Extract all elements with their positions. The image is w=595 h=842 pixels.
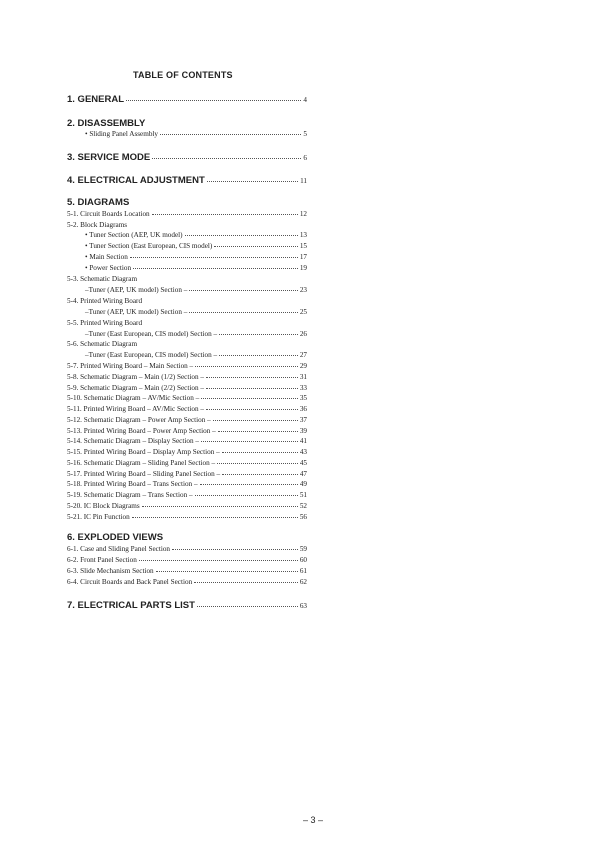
page-ref: 4	[303, 96, 307, 104]
entry-label: 5-19. Schematic Diagram – Trans Section –	[67, 491, 193, 499]
toc-entry[interactable]	[67, 404, 307, 414]
section-label: 7. ELECTRICAL PARTS LIST	[67, 600, 195, 611]
toc-entry[interactable]	[67, 393, 307, 403]
entry-label: 5-10. Schematic Diagram – AV/Mic Section –	[67, 394, 200, 402]
toc-entry[interactable]	[67, 220, 307, 230]
page-ref: 11	[300, 177, 307, 185]
toc-entry[interactable]	[67, 447, 307, 457]
toc-entry[interactable]	[85, 252, 307, 262]
leader-dots	[152, 214, 298, 215]
section-label: 2. DISASSEMBLY	[67, 118, 146, 129]
leader-dots	[139, 560, 298, 561]
page-ref: 13	[299, 231, 307, 239]
entry-label: 5-16. Schematic Diagram – Sliding Panel Section –	[67, 459, 216, 467]
toc-entry[interactable]	[85, 285, 307, 295]
toc-entry[interactable]	[67, 479, 307, 489]
toc-entry[interactable]	[67, 274, 307, 284]
toc-entry[interactable]	[85, 307, 307, 317]
page-ref: 63	[299, 602, 307, 610]
entry-label: 6-3. Slide Mechanism Section	[67, 567, 154, 575]
entry-label: 5-6. Schematic Diagram	[67, 340, 138, 348]
leader-dots	[217, 463, 298, 464]
toc-entry[interactable]	[67, 296, 307, 306]
leader-dots	[194, 582, 298, 583]
page-ref: 62	[299, 578, 307, 586]
entry-label: • Tuner Section (AEP, UK model)	[85, 231, 183, 239]
leader-dots	[219, 355, 298, 356]
leader-dots	[185, 235, 298, 236]
toc-entry[interactable]	[67, 490, 307, 500]
page-ref: 17	[299, 253, 307, 261]
page-ref: 25	[299, 308, 307, 316]
page-ref: 52	[299, 502, 307, 510]
toc-section-exploded-views[interactable]	[67, 532, 307, 543]
section-label: 6. EXPLODED VIEWS	[67, 532, 164, 543]
leader-dots	[172, 549, 298, 550]
entry-label: 5-5. Printed Wiring Board	[67, 319, 143, 327]
toc-entry[interactable]	[85, 263, 307, 273]
page-ref: 31	[299, 373, 307, 381]
toc-entry[interactable]	[85, 350, 307, 360]
section-label: 5. DIAGRAMS	[67, 197, 130, 208]
entry-label: 6-4. Circuit Boards and Back Panel Section	[67, 578, 193, 586]
toc-entry[interactable]	[67, 436, 307, 446]
entry-label: 5-1. Circuit Boards Location	[67, 210, 150, 218]
entry-label: 5-20. IC Block Diagrams	[67, 502, 140, 510]
entry-label: 5-14. Schematic Diagram – Display Section –	[67, 437, 199, 445]
entry-label: 5-13. Printed Wiring Board – Power Amp Section –	[67, 427, 216, 435]
entry-label: 6-2. Front Panel Section	[67, 556, 137, 564]
leader-dots	[152, 158, 301, 159]
leader-dots	[195, 495, 298, 496]
entry-label: 5-15. Printed Wiring Board – Display Amp Section –	[67, 448, 220, 456]
entry-label: 5-4. Printed Wiring Board	[67, 297, 143, 305]
page-ref: 51	[299, 491, 307, 499]
entry-label: 6-1. Case and Sliding Panel Section	[67, 545, 171, 553]
toc-entry[interactable]	[67, 383, 307, 393]
leader-dots	[206, 377, 298, 378]
leader-dots	[206, 388, 298, 389]
page-ref: 37	[299, 416, 307, 424]
entry-label: • Sliding Panel Assembly	[85, 130, 158, 138]
toc-entry[interactable]	[67, 361, 307, 371]
toc-entry[interactable]	[85, 329, 307, 339]
toc-entry[interactable]	[67, 458, 307, 468]
leader-dots	[219, 334, 298, 335]
entry-label: 5-17. Printed Wiring Board – Sliding Panel Section –	[67, 470, 221, 478]
page-ref: 27	[299, 351, 307, 359]
page-ref: 49	[299, 480, 307, 488]
page-ref: 39	[299, 427, 307, 435]
entry-label: 5-3. Schematic Diagram	[67, 275, 138, 283]
entry-label: 5-8. Schematic Diagram – Main (1/2) Section –	[67, 373, 204, 381]
toc-entry[interactable]	[67, 577, 307, 587]
section-label: 1. GENERAL	[67, 94, 125, 105]
entry-label: 5-7. Printed Wiring Board – Main Section –	[67, 362, 194, 370]
leader-dots	[132, 517, 298, 518]
entry-label: 5-21. IC Pin Function	[67, 513, 130, 521]
toc-entry[interactable]	[67, 544, 307, 554]
leader-dots	[218, 431, 298, 432]
toc-entry[interactable]	[67, 555, 307, 565]
entry-label: –Tuner (East European, CIS model) Section –	[85, 351, 218, 359]
toc-entry[interactable]	[67, 469, 307, 479]
leader-dots	[189, 290, 297, 291]
entry-label: 5-11. Printed Wiring Board – AV/Mic Section –	[67, 405, 204, 413]
entry-label: • Power Section	[85, 264, 132, 272]
toc-entry[interactable]	[67, 209, 307, 219]
page-ref: 19	[299, 264, 307, 272]
entry-label: –Tuner (AEP, UK model) Section –	[85, 286, 188, 294]
toc-entry[interactable]	[67, 415, 307, 425]
leader-dots	[200, 484, 298, 485]
toc-entry[interactable]	[85, 241, 307, 251]
page-ref: 23	[299, 286, 307, 294]
leader-dots	[214, 246, 298, 247]
entry-label: –Tuner (AEP, UK model) Section –	[85, 308, 188, 316]
page-ref: 15	[299, 242, 307, 250]
entry-label: 5-2. Block Diagrams	[67, 221, 128, 229]
leader-dots	[222, 474, 298, 475]
page-ref: 41	[299, 437, 307, 445]
page-ref: 5	[303, 130, 307, 138]
page-ref: 6	[303, 154, 307, 162]
page-ref: 56	[299, 513, 307, 521]
page-ref: 26	[299, 330, 307, 338]
leader-dots	[195, 366, 298, 367]
leader-dots	[189, 312, 297, 313]
leader-dots	[197, 606, 298, 607]
page-ref: 36	[299, 405, 307, 413]
page-ref: 60	[299, 556, 307, 564]
toc-entry[interactable]	[67, 512, 307, 522]
toc-entry[interactable]	[67, 566, 307, 576]
entry-label: • Tuner Section (East European, CIS model)	[85, 242, 213, 250]
leader-dots	[160, 134, 301, 135]
leader-dots	[206, 409, 298, 410]
toc-entry[interactable]	[67, 339, 307, 349]
toc-section-service-mode[interactable]	[67, 152, 307, 163]
toc-section-electrical-adjustment[interactable]	[67, 175, 307, 186]
page-ref: 47	[299, 470, 307, 478]
toc-section-electrical-parts-list[interactable]	[67, 600, 307, 611]
leader-dots	[126, 100, 301, 101]
section-label: 3. SERVICE MODE	[67, 152, 151, 163]
toc-entry[interactable]	[67, 372, 307, 382]
leader-dots	[213, 420, 298, 421]
toc-title: TABLE OF CONTENTS	[133, 70, 233, 80]
toc-entry[interactable]	[85, 230, 307, 240]
page-number: – 3 –	[303, 815, 324, 825]
leader-dots	[201, 441, 298, 442]
toc-section-diagrams[interactable]	[67, 197, 307, 208]
toc-entry[interactable]	[85, 129, 307, 139]
leader-dots	[222, 452, 298, 453]
entry-label: • Main Section	[85, 253, 128, 261]
page-ref: 33	[299, 384, 307, 392]
toc-entry[interactable]	[67, 501, 307, 511]
page-ref: 61	[299, 567, 307, 575]
entry-label: 5-12. Schematic Diagram – Power Amp Section –	[67, 416, 211, 424]
toc-entry[interactable]	[67, 426, 307, 436]
page-ref: 43	[299, 448, 307, 456]
page-ref: 59	[299, 545, 307, 553]
leader-dots	[207, 181, 298, 182]
entry-label: 5-18. Printed Wiring Board – Trans Section –	[67, 480, 198, 488]
leader-dots	[142, 506, 298, 507]
leader-dots	[133, 268, 298, 269]
entry-label: 5-9. Schematic Diagram – Main (2/2) Section –	[67, 384, 204, 392]
page-ref: 45	[299, 459, 307, 467]
page-ref: 35	[299, 394, 307, 402]
leader-dots	[130, 257, 298, 258]
toc-section-disassembly[interactable]	[67, 118, 307, 129]
toc-entry[interactable]	[67, 318, 307, 328]
page-ref: 12	[299, 210, 307, 218]
page-ref: 29	[299, 362, 307, 370]
leader-dots	[201, 398, 298, 399]
leader-dots	[156, 571, 298, 572]
entry-label: –Tuner (East European, CIS model) Section –	[85, 330, 218, 338]
toc-section-general[interactable]	[67, 94, 307, 105]
section-label: 4. ELECTRICAL ADJUSTMENT	[67, 175, 205, 186]
